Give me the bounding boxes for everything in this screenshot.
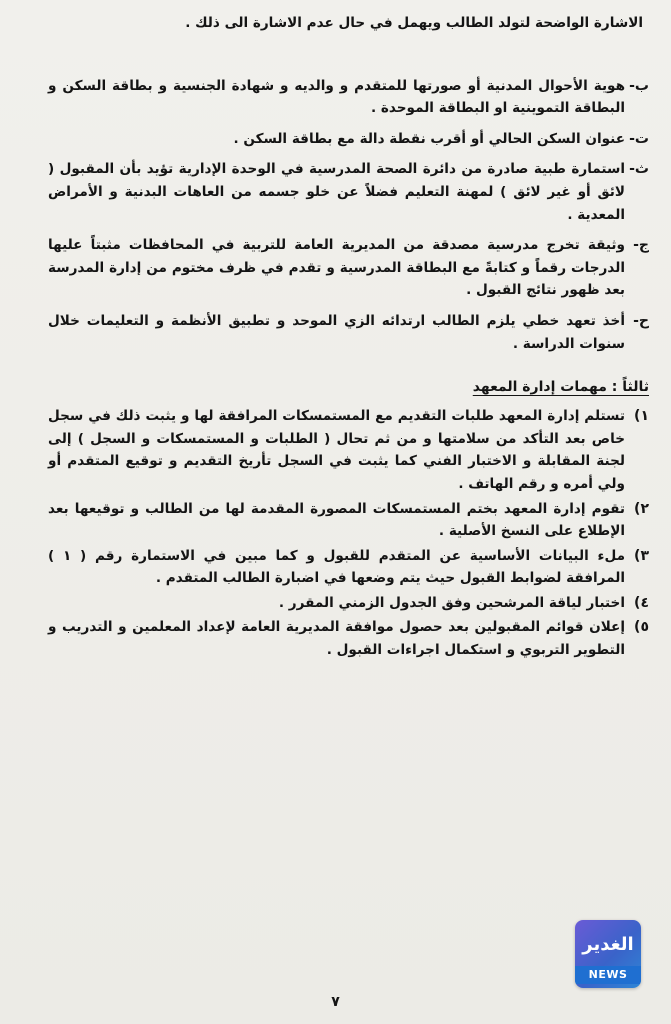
page-number: ٧ [331, 994, 340, 1010]
list-item [48, 616, 649, 661]
list-item [48, 75, 649, 120]
list-marker: ٤) [634, 594, 649, 611]
list-marker: ٥) [634, 619, 649, 636]
list-item-text: أخذ تعهد خطي يلزم الطالب ارتدائه الزي الموحد و تطبيق الأنظمة و التعليمات خلال سنوات الدراسة . [48, 312, 625, 352]
list-item-text: هوية الأحوال المدنية أو صورتها للمتقدم و والديه و شهادة الجنسية و بطاقة السكن و البطاقة التموينية او البطاقة الموحدة . [48, 77, 625, 117]
list-item [48, 128, 649, 151]
logo-text: الغدير [582, 934, 634, 955]
list-item-text: إعلان قوائم المقبولين بعد حصول موافقة المديرية العامة لإعداد المعلمين و التدريب و التطوير التربوي و استكمال اجراءات القبول . [48, 619, 625, 659]
list-marker: ت- [629, 130, 649, 147]
list-item [48, 234, 649, 302]
list-item [48, 498, 649, 543]
list-item-text: استمارة طبية صادرة من دائرة الصحة المدرسية في الوحدة الإدارية تؤيد بأن المقبول ( لائق أو غير لائق ) لمهنة التعليم فضلاً عن خلو جسمه من العاهات البدنية و الأمراض المعدية . [48, 161, 625, 223]
list-item [48, 158, 649, 226]
list-item-text: ملء البيانات الأساسية عن المتقدم للقبول و كما مبين في الاستمارة رقم ( ١ ) المرافقة لضوابط القبول حيث يتم وضعها في اضبارة الطالب المتقدم . [48, 547, 625, 587]
section-title: ثالثاً : مهمات إدارة المعهد [472, 379, 649, 396]
news-watermark-logo [575, 920, 641, 988]
list-item [48, 545, 649, 590]
list-item-text: عنوان السكن الحالي أو أقرب نقطة دالة مع بطاقة السكن . [233, 130, 625, 147]
requirements-list [48, 75, 649, 356]
list-marker: ب- [629, 77, 649, 94]
list-marker: ٣) [634, 547, 649, 564]
list-item [48, 592, 649, 615]
list-marker: ١) [634, 408, 649, 425]
list-marker: ج- [633, 237, 649, 254]
list-item [48, 310, 649, 355]
list-item-text: تقوم إدارة المعهد بختم المستمسكات المصورة المقدمة لها من الطالب و توقيعها بعد الإطلاع على النسخ الأصلية . [48, 500, 625, 540]
list-item-text: اختبار لياقة المرشحين وفق الجدول الزمني المقرر . [278, 594, 625, 611]
logo-news-label: NEWS [575, 966, 641, 984]
list-marker: ٢) [634, 500, 649, 517]
list-item-text: وثيقة تخرج مدرسية مصدقة من المديرية العامة للتربية في المحافظات مثبتاً عليها الدرجات رقماً و كتابةً مع البطاقة المدرسية و تقدم في ظرف مختوم من إدارة المدرسة بعد ظهور نتائج القبول . [48, 237, 625, 299]
list-marker: ث- [629, 161, 649, 178]
list-marker: ح- [633, 312, 649, 329]
institute-tasks-list [48, 405, 649, 662]
list-item-text: تستلم إدارة المعهد طلبات التقديم مع المستمسكات المرافقة لها و يثبت ذلك في سجل خاص بعد التأكد من سلامتها و من ثم تحال ( الطلبات و المستمسكات و السجل ) إلى لجنة المقابلة و الاختبار الفني كما يثبت في السجل تأريخ التقديم و توقيع المتقدم أو ولي أمره و رقم الهاتف . [48, 408, 625, 492]
intro-paragraph: الاشارة الواضحة لتولد الطالب ويهمل في حال عدم الاشارة الى ذلك . [185, 15, 643, 31]
list-item [48, 405, 649, 495]
